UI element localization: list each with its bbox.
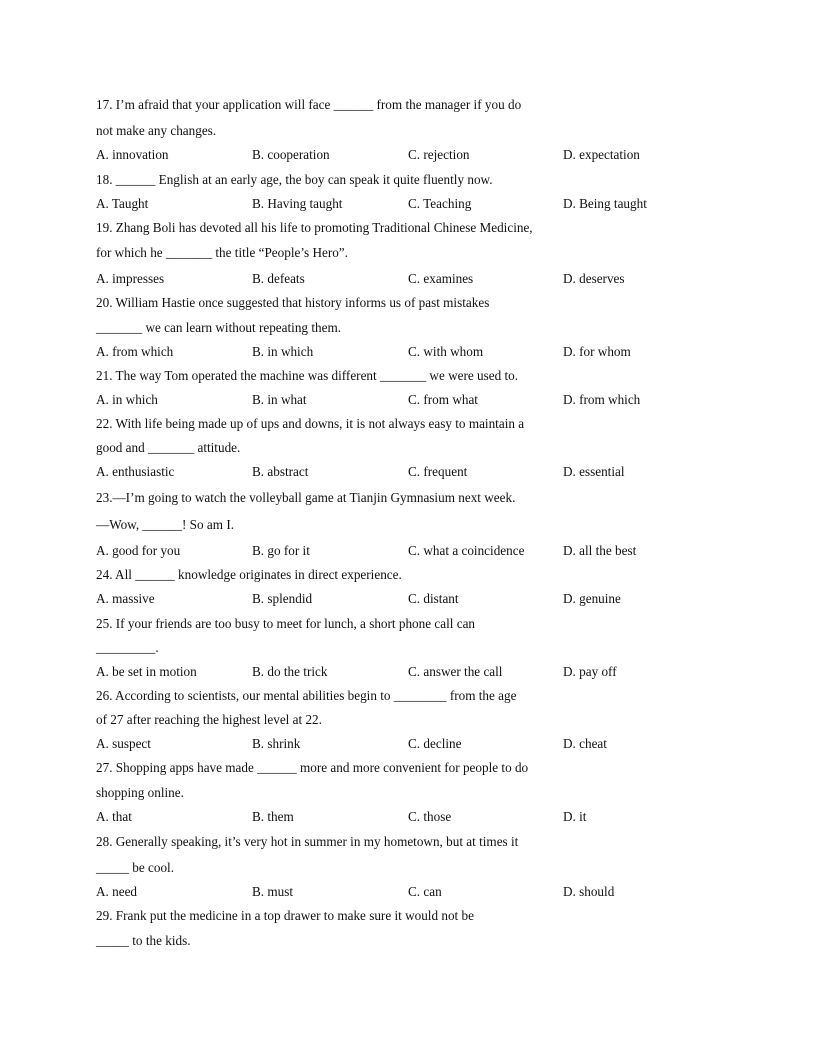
option-c[interactable]: C. examines xyxy=(408,271,474,286)
option-a[interactable]: A. enthusiastic xyxy=(96,464,175,479)
option-c[interactable]: C. rejection xyxy=(408,147,470,162)
question-stem-line: 19. Zhang Boli has devoted all his life to promoting Traditional Chinese Medicine, xyxy=(96,220,533,235)
question-stem-line: not make any changes. xyxy=(96,123,217,138)
question-stem-line: 17. I’m afraid that your application will face ______ from the manager if you do xyxy=(96,97,522,112)
option-c[interactable]: C. from what xyxy=(408,392,478,407)
question-stem-line: shopping online. xyxy=(96,785,184,800)
option-d[interactable]: D. for whom xyxy=(563,344,631,359)
question-stem-line: 27. Shopping apps have made ______ more and more convenient for people to do xyxy=(96,760,529,775)
option-d[interactable]: D. should xyxy=(563,884,615,899)
option-b[interactable]: B. splendid xyxy=(252,591,313,606)
option-b[interactable]: B. go for it xyxy=(252,543,310,558)
option-b[interactable]: B. them xyxy=(252,809,294,824)
question-stem-line: _____ to the kids. xyxy=(96,933,191,948)
option-c[interactable]: C. with whom xyxy=(408,344,484,359)
option-a[interactable]: A. need xyxy=(96,884,138,899)
option-c[interactable]: C. frequent xyxy=(408,464,468,479)
question-stem-line: 25. If your friends are too busy to meet for lunch, a short phone call can xyxy=(96,616,476,631)
question-stem-line: _____ be cool. xyxy=(96,860,175,875)
question-stem-line: 21. The way Tom operated the machine was different _______ we were used to. xyxy=(96,368,519,383)
option-c[interactable]: C. Teaching xyxy=(408,196,472,211)
option-b[interactable]: B. abstract xyxy=(252,464,309,479)
option-a[interactable]: A. that xyxy=(96,809,132,824)
option-b[interactable]: B. in what xyxy=(252,392,307,407)
option-c[interactable]: C. those xyxy=(408,809,452,824)
option-a[interactable]: A. be set in motion xyxy=(96,664,197,679)
question-stem-line: 20. William Hastie once suggested that history informs us of past mistakes xyxy=(96,295,490,310)
question-stem-line: 18. ______ English at an early age, the boy can speak it quite fluently now. xyxy=(96,172,493,187)
option-a[interactable]: A. suspect xyxy=(96,736,151,751)
question-stem-line: 23.—I’m going to watch the volleyball game at Tianjin Gymnasium next week. xyxy=(96,490,516,505)
option-d[interactable]: D. pay off xyxy=(563,664,617,679)
option-a[interactable]: A. good for you xyxy=(96,543,181,558)
option-c[interactable]: C. distant xyxy=(408,591,459,606)
option-b[interactable]: B. shrink xyxy=(252,736,301,751)
option-d[interactable]: D. all the best xyxy=(563,543,637,558)
question-stem-line: 22. With life being made up of ups and downs, it is not always easy to maintain a xyxy=(96,416,525,431)
option-b[interactable]: B. do the trick xyxy=(252,664,328,679)
option-c[interactable]: C. decline xyxy=(408,736,462,751)
option-d[interactable]: D. cheat xyxy=(563,736,607,751)
question-stem-line: good and _______ attitude. xyxy=(96,440,241,455)
option-d[interactable]: D. deserves xyxy=(563,271,625,286)
option-a[interactable]: A. innovation xyxy=(96,147,169,162)
option-b[interactable]: B. Having taught xyxy=(252,196,343,211)
option-b[interactable]: B. in which xyxy=(252,344,314,359)
option-b[interactable]: B. must xyxy=(252,884,294,899)
option-a[interactable]: A. impresses xyxy=(96,271,165,286)
question-stem-line: _________. xyxy=(96,640,159,655)
option-a[interactable]: A. Taught xyxy=(96,196,149,211)
option-c[interactable]: C. can xyxy=(408,884,442,899)
question-stem-line: —Wow, ______! So am I. xyxy=(96,517,235,532)
option-a[interactable]: A. in which xyxy=(96,392,158,407)
option-d[interactable]: D. essential xyxy=(563,464,625,479)
question-stem-line: 29. Frank put the medicine in a top drawer to make sure it would not be xyxy=(96,908,474,923)
option-a[interactable]: A. massive xyxy=(96,591,155,606)
option-d[interactable]: D. expectation xyxy=(563,147,640,162)
option-b[interactable]: B. cooperation xyxy=(252,147,330,162)
question-stem-line: 28. Generally speaking, it’s very hot in summer in my hometown, but at times it xyxy=(96,834,519,849)
option-c[interactable]: C. what a coincidence xyxy=(408,543,525,558)
option-d[interactable]: D. Being taught xyxy=(563,196,647,211)
option-b[interactable]: B. defeats xyxy=(252,271,305,286)
question-stem-line: of 27 after reaching the highest level at 22. xyxy=(96,712,322,727)
option-d[interactable]: D. genuine xyxy=(563,591,621,606)
option-d[interactable]: D. from which xyxy=(563,392,641,407)
question-stem-line: for which he _______ the title “People’s Hero”. xyxy=(96,245,348,260)
question-stem-line: _______ we can learn without repeating them. xyxy=(96,320,341,335)
option-d[interactable]: D. it xyxy=(563,809,587,824)
question-stem-line: 24. All ______ knowledge originates in direct experience. xyxy=(96,567,402,582)
question-stem-line: 26. According to scientists, our mental abilities begin to ________ from the age xyxy=(96,688,517,703)
option-a[interactable]: A. from which xyxy=(96,344,174,359)
option-c[interactable]: C. answer the call xyxy=(408,664,503,679)
